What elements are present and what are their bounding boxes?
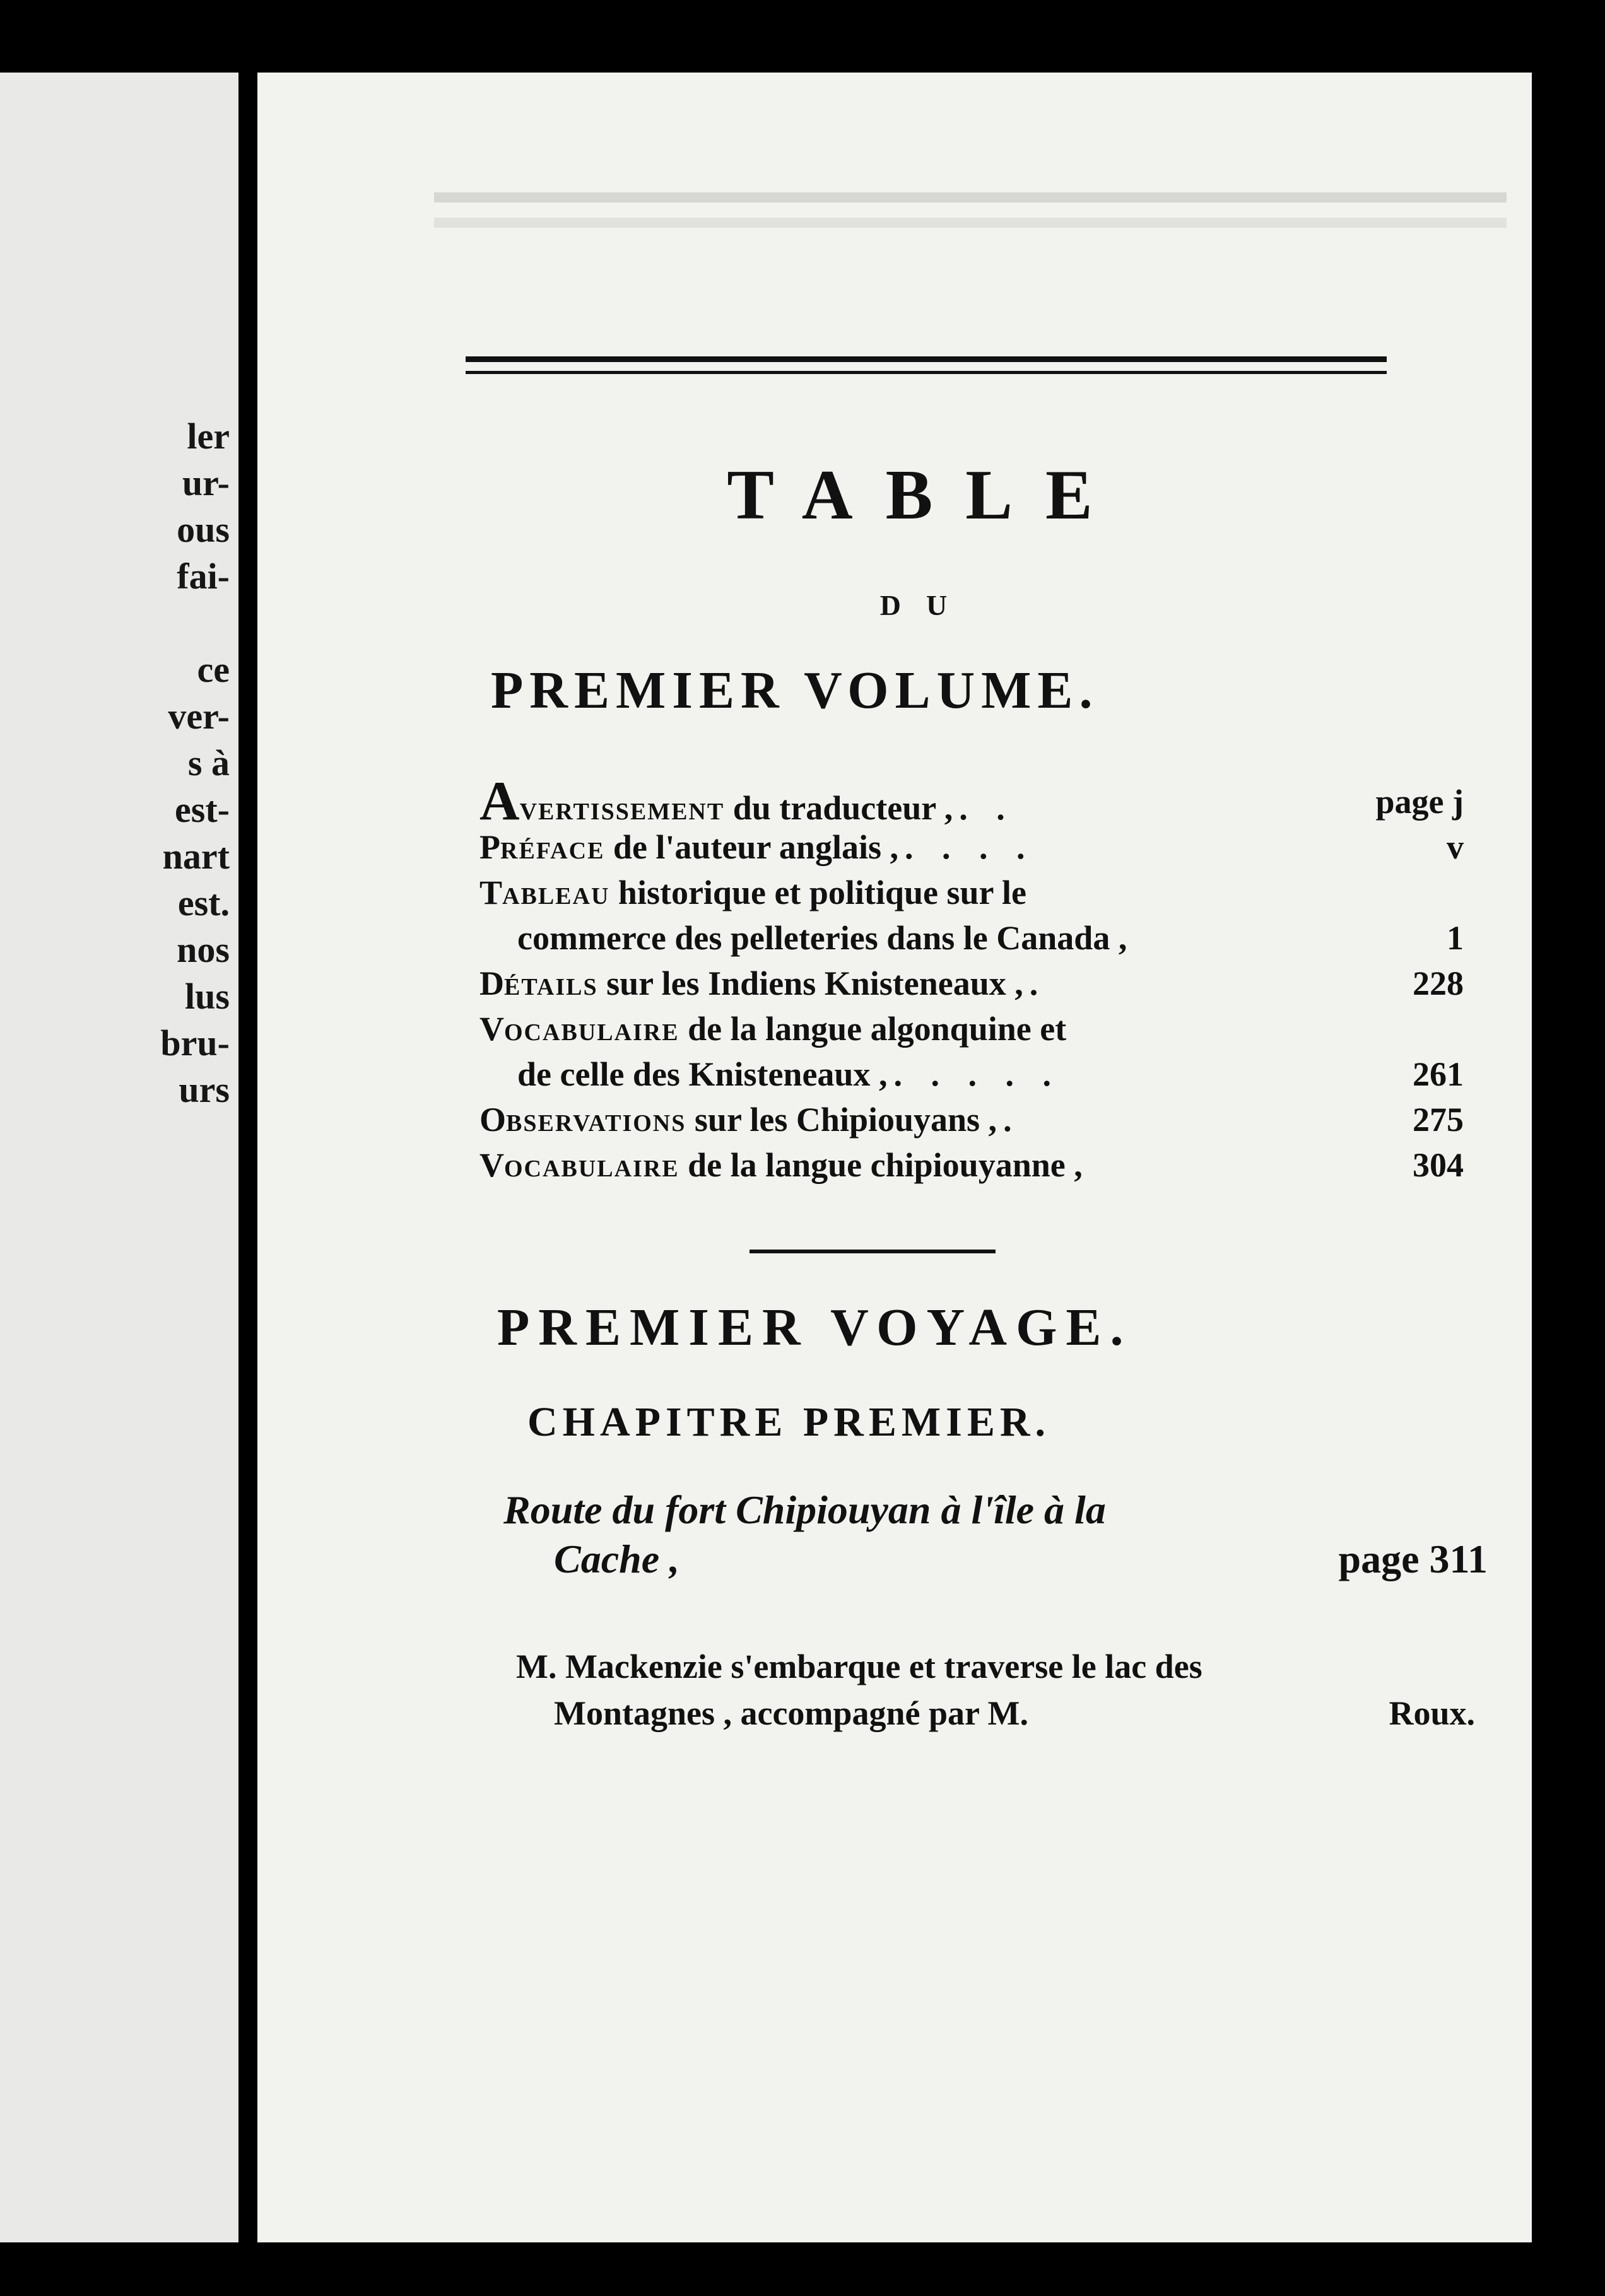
- toc-text: commerce des pelleteries dans le Canada ,: [517, 919, 1127, 957]
- chapter-heading: CHAPITRE PREMIER.: [527, 1399, 1051, 1445]
- toc-initial: O: [479, 1101, 507, 1139]
- texture-band: [434, 218, 1507, 228]
- toc-lead: vertissement: [519, 789, 725, 827]
- toc-entry[interactable]: [479, 870, 1464, 915]
- chapter-body: [516, 1643, 1488, 1737]
- toc-entry[interactable]: [479, 824, 1464, 870]
- toc-lead: ocabulaire: [504, 1146, 679, 1184]
- toc-initial: D: [479, 964, 504, 1002]
- section-rule: [750, 1250, 996, 1253]
- toc-initial: V: [479, 1010, 504, 1048]
- toc-initial: T: [479, 874, 503, 911]
- toc-initial: V: [479, 1146, 504, 1184]
- toc-lead: réface: [500, 828, 605, 866]
- toc-entry[interactable]: [479, 961, 1464, 1006]
- fragment-line: nos: [177, 929, 230, 970]
- voyage-heading: PREMIER VOYAGE.: [497, 1298, 1132, 1357]
- summary-line: [503, 1535, 1488, 1584]
- toc-entry-continuation[interactable]: [479, 1051, 1464, 1097]
- right-page: [257, 73, 1532, 2242]
- page-title: TABLE: [727, 456, 1126, 534]
- scan-border-bottom: [0, 2242, 1605, 2296]
- toc-text: de la langue chipiouyanne ,: [679, 1146, 1083, 1184]
- fragment-line: ur-: [182, 462, 230, 503]
- body-text: Montagnes , accompagné par M.: [554, 1694, 1028, 1732]
- toc-entry[interactable]: [479, 1142, 1464, 1188]
- toc-page-number: v: [1447, 828, 1464, 866]
- fragment-line: fai-: [177, 556, 230, 597]
- toc-entry[interactable]: [479, 1097, 1464, 1142]
- fragment-line: ver-: [168, 696, 230, 737]
- double-rule: [466, 356, 1387, 374]
- fragment-line: bru-: [160, 1022, 230, 1063]
- toc-lead: ocabulaire: [504, 1010, 679, 1048]
- toc-entry[interactable]: [479, 771, 1464, 832]
- summary-line: Route du fort Chipiouyan à l'île à la: [503, 1487, 1106, 1532]
- toc-entry-continuation[interactable]: [479, 915, 1464, 961]
- fragment-line: ous: [177, 509, 230, 550]
- fragment-line: est.: [177, 882, 230, 923]
- fragment-line: nart: [162, 836, 230, 877]
- toc-initial: P: [479, 828, 500, 866]
- book-gutter: [238, 0, 257, 2296]
- volume-title: PREMIER VOLUME.: [491, 661, 1099, 720]
- toc-dots: .: [1029, 964, 1049, 1002]
- toc-initial: A: [479, 771, 520, 832]
- toc-text: de la langue algonquine et: [679, 1010, 1067, 1048]
- toc-text: sur les Chipiouyans ,: [686, 1101, 997, 1139]
- toc-page-number: 275: [1413, 1101, 1464, 1139]
- toc-dots: . . . . .: [893, 1055, 1061, 1093]
- fragment-line: ce: [197, 649, 230, 690]
- toc-dots: . .: [959, 789, 1015, 827]
- toc-page-number: page j: [1375, 783, 1464, 821]
- table-of-contents: [479, 771, 1464, 1188]
- toc-lead: ableau: [502, 874, 610, 911]
- chapter-summary: [503, 1485, 1488, 1584]
- toc-entry[interactable]: [479, 1006, 1464, 1051]
- toc-text: du traducteur ,: [724, 789, 953, 827]
- left-page: [0, 73, 238, 2242]
- subtitle-du: DU: [879, 589, 973, 621]
- body-line: M. Mackenzie s'embarque et traverse le lac des: [516, 1648, 1202, 1685]
- toc-dots: . . . .: [905, 828, 1035, 866]
- toc-text: historique et politique sur le: [609, 874, 1026, 911]
- body-text-end: Roux.: [1389, 1694, 1475, 1732]
- toc-lead: bservations: [506, 1101, 686, 1139]
- fragment-line: est-: [175, 789, 230, 830]
- scan-border-right: [1532, 0, 1605, 2296]
- summary-text: Cache ,: [554, 1537, 680, 1581]
- fragment-line: ler: [187, 416, 230, 457]
- toc-page-number: 1: [1447, 919, 1464, 957]
- toc-page-number: 261: [1413, 1055, 1464, 1093]
- toc-page-number: 304: [1413, 1146, 1464, 1184]
- toc-page-number: 228: [1413, 964, 1464, 1002]
- summary-page-number: page 311: [1338, 1537, 1488, 1581]
- toc-dots: .: [1003, 1101, 1022, 1139]
- fragment-line: lus: [185, 976, 230, 1017]
- fragment-line: urs: [179, 1069, 230, 1110]
- toc-text: de l'auteur anglais ,: [604, 828, 898, 866]
- left-page-text-fragments: [78, 413, 230, 1113]
- toc-text: de celle des Knisteneaux ,: [517, 1055, 888, 1093]
- body-line: [516, 1690, 1488, 1737]
- texture-band: [434, 192, 1507, 202]
- toc-text: sur les Indiens Knisteneaux ,: [597, 964, 1023, 1002]
- toc-lead: étails: [504, 964, 598, 1002]
- fragment-line: s à: [187, 742, 230, 783]
